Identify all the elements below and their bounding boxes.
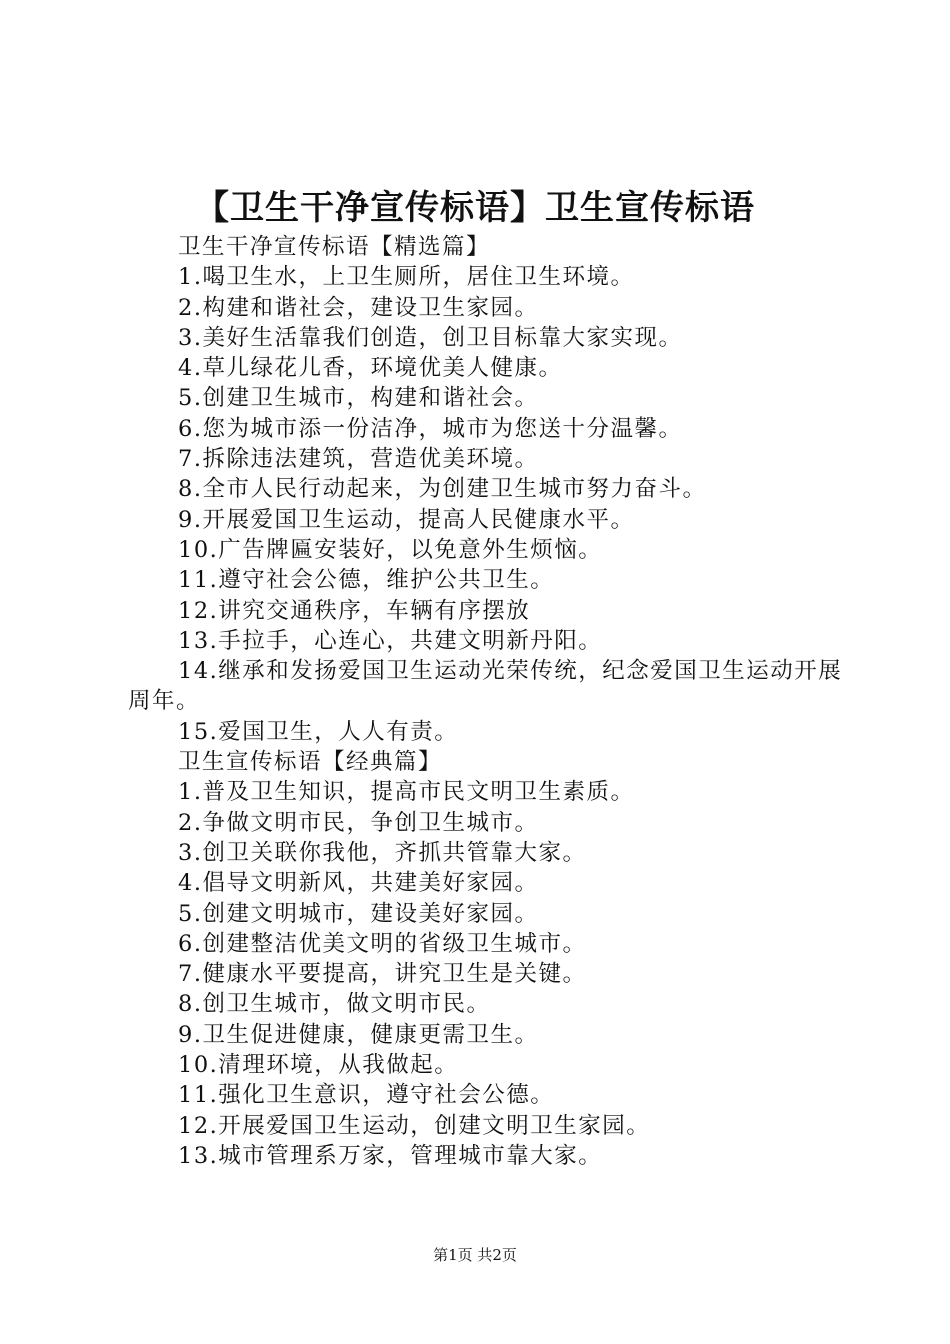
document-title: 【卫生干净宣传标语】卫生宣传标语 [195,188,755,228]
slogan-line: 14.继承和发扬爱国卫生运动光荣传统，纪念爱国卫生运动开展周年。 [128,658,843,715]
slogan-line: 7.健康水平要提高，讲究卫生是关键。 [178,961,587,988]
slogan-line: 11.强化卫生意识，遵守社会公德。 [178,1082,555,1109]
section-heading: 卫生宣传标语【经典篇】 [178,749,443,776]
page-indicator: 第1页 共2页 [433,1246,517,1264]
slogan-line: 15.爱国卫生，人人有责。 [178,718,459,745]
slogan-line: 12.开展爱国卫生运动，创建文明卫生家园。 [178,1112,651,1139]
slogan-line: 10.广告牌匾安装好，以免意外生烦恼。 [178,536,603,563]
slogan-line: 2.争做文明市民，争创卫生城市。 [178,809,539,836]
slogan-line: 5.创建卫生城市，构建和谐社会。 [178,385,539,412]
section-heading: 卫生干净宣传标语【精选篇】 [178,234,491,260]
slogan-line: 1.喝卫生水，上卫生厕所，居住卫生环境。 [178,264,635,291]
slogan-line: 2.构建和谐社会，建设卫生家园。 [178,294,539,321]
document-body [128,232,848,1171]
slogan-line: 13.城市管理系万家，管理城市靠大家。 [178,1142,603,1169]
slogan-line: 4.草儿绿花儿香，环境优美人健康。 [178,355,563,382]
slogan-line: 8.创卫生城市，做文明市民。 [178,991,491,1018]
slogan-line: 8.全市人民行动起来，为创建卫生城市努力奋斗。 [178,476,707,503]
slogan-line: 1.普及卫生知识，提高市民文明卫生素质。 [178,779,635,806]
slogan-line: 9.卫生促进健康，健康更需卫生。 [178,1021,539,1048]
slogan-line: 10.清理环境，从我做起。 [178,1052,459,1079]
slogan-line: 12.讲究交通秩序，车辆有序摆放 [178,597,531,624]
slogan-line: 4.倡导文明新风，共建美好家园。 [178,870,539,897]
slogan-line: 11.遵守社会公德，维护公共卫生。 [178,567,555,594]
slogan-line: 3.创卫关联你我他，齐抓共管靠大家。 [178,839,587,866]
slogan-line: 9.开展爱国卫生运动，提高人民健康水平。 [178,506,635,533]
slogan-line: 6.创建整洁优美文明的省级卫生城市。 [178,930,587,957]
slogan-line: 6.您为城市添一份洁净，城市为您送十分温馨。 [178,415,683,442]
slogan-line: 7.拆除违法建筑，营造优美环境。 [178,446,539,473]
slogan-line: 13.手拉手，心连心，共建文明新丹阳。 [178,627,603,654]
slogan-line: 5.创建文明城市，建设美好家园。 [178,900,539,927]
slogan-line: 3.美好生活靠我们创造，创卫目标靠大家实现。 [178,324,683,351]
